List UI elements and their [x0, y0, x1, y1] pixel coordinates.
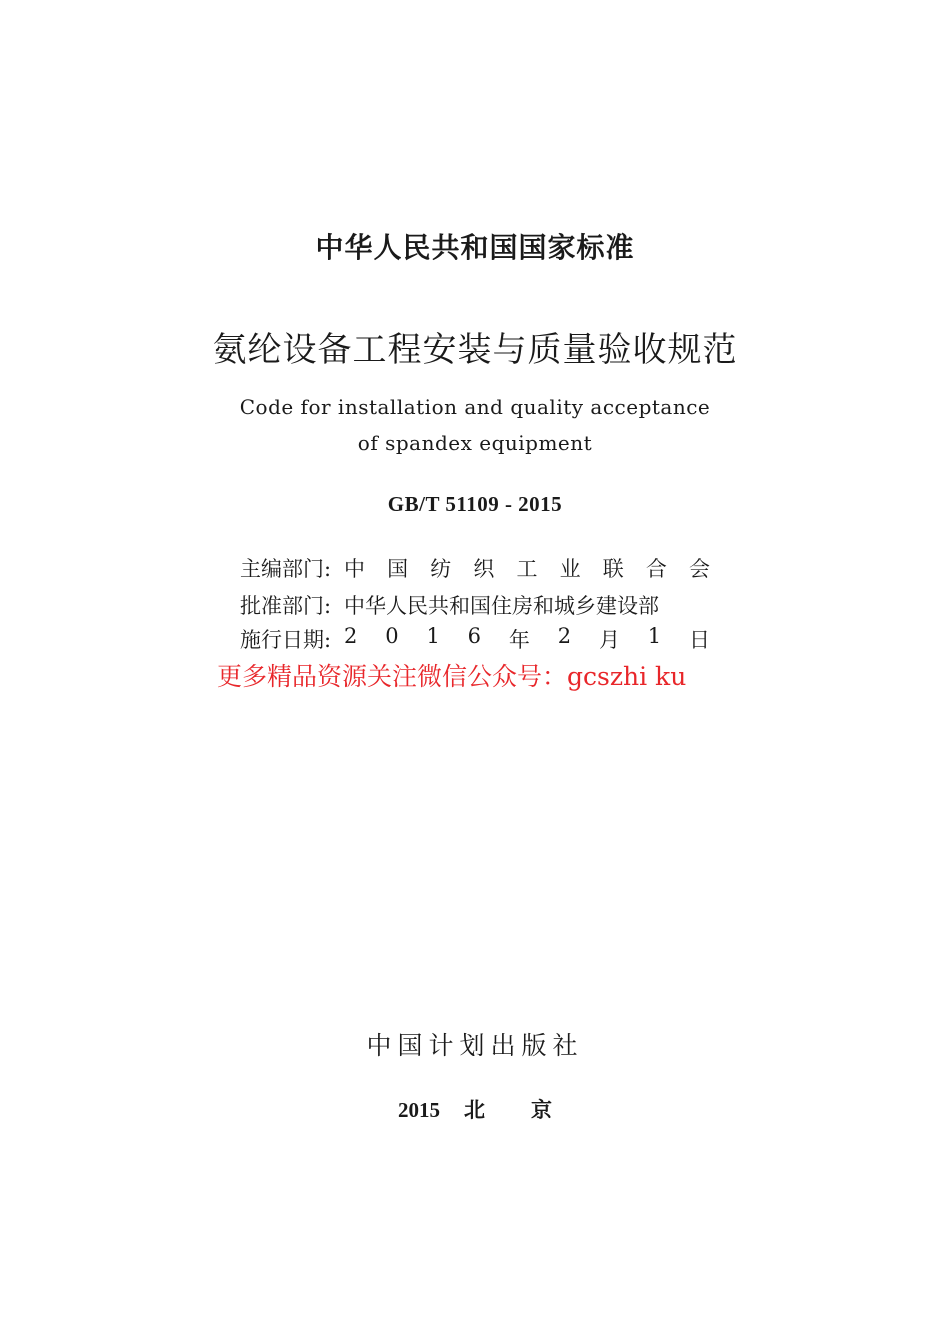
standard-code: GB/T 51109 - 2015 [387, 492, 563, 516]
date-char: 2 [557, 624, 572, 648]
wechat-watermark: 更多精品资源关注微信公众号：gcszhi ku [217, 662, 687, 691]
chief-dept-char: 联 [602, 557, 624, 581]
date-char: 0 [385, 624, 399, 648]
chief-department-label: 主编部门: [240, 557, 332, 581]
chief-dept-char: 合 [645, 557, 667, 581]
date-char: 6 [467, 624, 482, 648]
approval-department-label: 批准部门: [240, 594, 332, 618]
date-char: 1 [426, 624, 440, 648]
approval-department-row [240, 590, 710, 620]
chief-dept-char: 中 [344, 557, 365, 581]
effective-date-value [344, 624, 710, 654]
publication-year-place [0, 1094, 950, 1124]
approval-department-value: 中华人民共和国住房和城乡建设部 [344, 594, 659, 618]
chief-dept-char: 织 [473, 557, 495, 581]
chief-dept-char: 工 [516, 557, 538, 581]
title-english-line2: of spandex equipment [357, 431, 593, 455]
chief-dept-char: 会 [689, 557, 710, 581]
date-char: 2 [344, 624, 358, 648]
chief-department-row [240, 553, 710, 583]
publication-year: 2015 [398, 1098, 440, 1122]
date-char: 年 [508, 628, 530, 652]
date-char: 月 [598, 628, 620, 652]
effective-date-label: 施行日期: [240, 628, 332, 652]
chief-dept-char: 纺 [430, 557, 452, 581]
date-char: 日 [689, 628, 710, 652]
publication-city-char: 北 [464, 1098, 485, 1122]
title-english-line1: Code for installation and quality acceptance [239, 395, 711, 419]
chief-dept-char: 国 [387, 557, 409, 581]
publication-city-char: 京 [531, 1098, 552, 1122]
publisher-name: 中国计划出版社 [366, 1031, 584, 1060]
effective-date-row [240, 624, 710, 654]
chief-department-value [344, 553, 710, 583]
date-char: 1 [647, 624, 662, 648]
standard-type: 中华人民共和国国家标准 [315, 231, 635, 264]
chief-dept-char: 业 [559, 557, 581, 581]
title-chinese: 氨纶设备工程安装与质量验收规范 [212, 330, 738, 370]
